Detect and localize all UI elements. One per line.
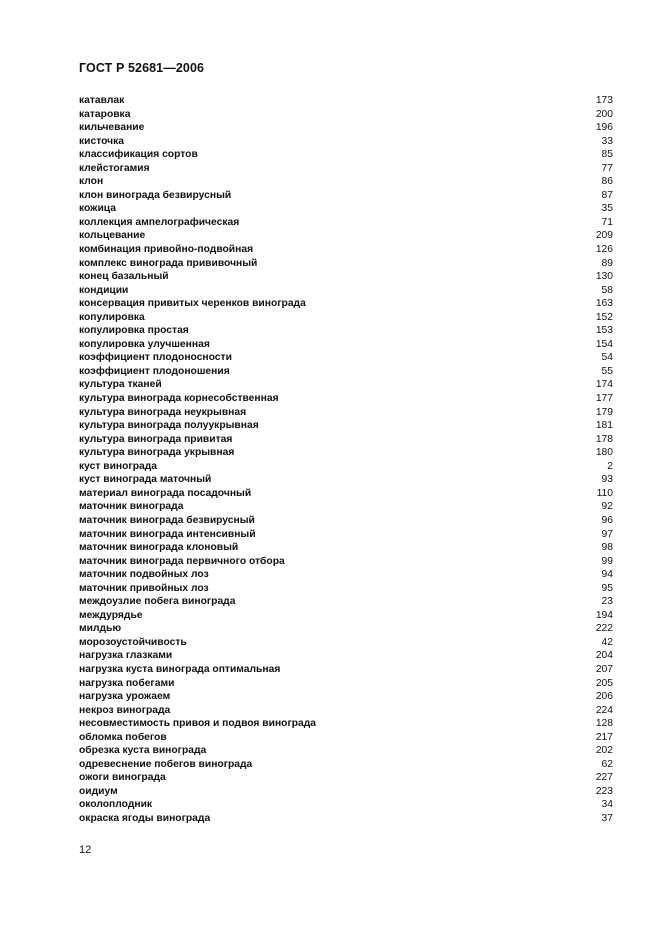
- index-page-ref: 55: [601, 365, 613, 377]
- index-page-ref: 205: [595, 677, 613, 689]
- index-entry: [79, 758, 613, 772]
- index-entry: [79, 297, 613, 311]
- index-page-ref: 181: [595, 420, 613, 432]
- index-entry: [79, 378, 613, 392]
- index-term: нагрузка побегами: [79, 677, 175, 689]
- index-entry: [79, 582, 613, 596]
- index-term: копулировка простая: [79, 325, 189, 337]
- index-term: нагрузка урожаем: [79, 691, 171, 703]
- index-entry: [79, 311, 613, 325]
- index-term: клейстогамия: [79, 162, 150, 174]
- index-page-ref: 130: [595, 271, 613, 283]
- index-page-ref: 99: [601, 555, 613, 567]
- index-entry: [79, 514, 613, 528]
- index-term: маточник винограда интенсивный: [79, 528, 256, 540]
- index-entry: [79, 202, 613, 216]
- index-page-ref: 217: [595, 731, 613, 743]
- index-page-ref: 227: [595, 772, 613, 784]
- index-page-ref: 95: [601, 582, 613, 594]
- index-entry: [79, 798, 613, 812]
- index-entry: [79, 609, 613, 623]
- index-term: клон: [79, 176, 104, 188]
- index-entry: [79, 338, 613, 352]
- index-term: маточник подвойных лоз: [79, 569, 209, 581]
- index-term: копулировка улучшенная: [79, 338, 210, 350]
- index-term: комплекс винограда прививочный: [79, 257, 258, 269]
- index-page-ref: 178: [595, 433, 613, 445]
- index-term: кольцевание: [79, 230, 146, 242]
- index-page-ref: 153: [595, 325, 613, 337]
- index-page-ref: 126: [595, 244, 613, 256]
- index-page-ref: 223: [595, 785, 613, 797]
- index-page-ref: 35: [601, 203, 613, 215]
- index-page-ref: 97: [601, 528, 613, 540]
- index-term: клон винограда безвирусный: [79, 189, 232, 201]
- index-page-ref: 89: [601, 257, 613, 269]
- index-term: консервация привитых черенков винограда: [79, 298, 306, 310]
- index-page-ref: 37: [601, 812, 613, 824]
- index-page-ref: 85: [601, 149, 613, 161]
- index-entry: [79, 324, 613, 338]
- index-page-ref: 34: [601, 799, 613, 811]
- index-page-ref: 180: [595, 447, 613, 459]
- index-entry: [79, 108, 613, 122]
- index-entry: [79, 257, 613, 271]
- index-term: обрезка куста винограда: [79, 745, 207, 757]
- index-page-ref: 196: [595, 122, 613, 134]
- index-page-ref: 202: [595, 745, 613, 757]
- index-page-ref: 96: [601, 514, 613, 526]
- index-term: катаровка: [79, 108, 131, 120]
- index-entry: [79, 243, 613, 257]
- index-entry: [79, 94, 613, 108]
- index-term: копулировка: [79, 311, 145, 323]
- index-page-ref: 163: [595, 298, 613, 310]
- index-term: культура винограда корнесобственная: [79, 393, 279, 405]
- index-page-ref: 93: [601, 474, 613, 486]
- index-entry: [79, 636, 613, 650]
- index-entry: [79, 717, 613, 731]
- index-entry: [79, 595, 613, 609]
- index-page-ref: 54: [601, 352, 613, 364]
- index-entry: [79, 189, 613, 203]
- index-entry: [79, 175, 613, 189]
- index-page-ref: 87: [601, 189, 613, 201]
- index-term: милдью: [79, 623, 122, 635]
- index-term: некроз винограда: [79, 704, 171, 716]
- index-term: комбинация привойно-подвойная: [79, 244, 254, 256]
- index-page-ref: 42: [601, 636, 613, 648]
- index-entry: [79, 162, 613, 176]
- index-page-ref: 62: [601, 758, 613, 770]
- index-entry: [79, 541, 613, 555]
- index-page-ref: 23: [601, 596, 613, 608]
- index-entry: [79, 460, 613, 474]
- index-entry: [79, 270, 613, 284]
- index-term: кожица: [79, 203, 116, 215]
- index-term: околоплодник: [79, 799, 153, 811]
- index-page-ref: 224: [595, 704, 613, 716]
- index-entry: [79, 487, 613, 501]
- index-entry: [79, 812, 613, 826]
- index-page-ref: 154: [595, 338, 613, 350]
- index-entry: [79, 121, 613, 135]
- index-entry: [79, 555, 613, 569]
- index-term: междоузлие побега винограда: [79, 596, 236, 608]
- index-entry: [79, 473, 613, 487]
- index-page-ref: 86: [601, 176, 613, 188]
- index-entry: [79, 148, 613, 162]
- index-term: ожоги винограда: [79, 772, 166, 784]
- index-term: маточник привойных лоз: [79, 582, 209, 594]
- index-term: культура тканей: [79, 379, 162, 391]
- index-entry: [79, 528, 613, 542]
- index-entry: [79, 284, 613, 298]
- index-term: конец базальный: [79, 271, 169, 283]
- index-page-ref: 173: [595, 95, 613, 106]
- index-page-ref: 207: [595, 663, 613, 675]
- index-term: междурядье: [79, 609, 143, 621]
- index-term: оидиум: [79, 785, 118, 797]
- index-entry: [79, 731, 613, 745]
- index-entry: [79, 433, 613, 447]
- index-entry: [79, 406, 613, 420]
- index-term: катавлак: [79, 95, 125, 106]
- index-term: коэффициент плодоносности: [79, 352, 232, 364]
- index-entry: [79, 500, 613, 514]
- index-term: культура винограда полуукрывная: [79, 420, 259, 432]
- index-entry: [79, 568, 613, 582]
- index-page-ref: 33: [601, 135, 613, 147]
- index-entry: [79, 704, 613, 718]
- index-entry: [79, 135, 613, 149]
- index-term: кильчевание: [79, 122, 145, 134]
- index-term: нагрузка куста винограда оптимальная: [79, 663, 281, 675]
- index-page-ref: 98: [601, 542, 613, 554]
- index-term: культура винограда привитая: [79, 433, 233, 445]
- index-entry: [79, 622, 613, 636]
- index-page-ref: 204: [595, 650, 613, 662]
- index-term: маточник винограда первичного отбора: [79, 555, 285, 567]
- index-page-ref: 2: [607, 460, 613, 472]
- index-page-ref: 174: [595, 379, 613, 391]
- index-page-ref: 209: [595, 230, 613, 242]
- index-page-ref: 71: [601, 216, 613, 228]
- term-index-list: [79, 94, 613, 826]
- index-term: маточник винограда: [79, 501, 184, 513]
- index-term: маточник винограда клоновый: [79, 542, 239, 554]
- index-term: обломка побегов: [79, 731, 167, 743]
- index-entry: [79, 690, 613, 704]
- index-term: окраска ягоды винограда: [79, 812, 211, 824]
- index-page-ref: 179: [595, 406, 613, 418]
- index-term: коэффициент плодоношения: [79, 365, 230, 377]
- index-term: классификация сортов: [79, 149, 198, 161]
- index-entry: [79, 419, 613, 433]
- index-entry: [79, 216, 613, 230]
- index-page-ref: 92: [601, 501, 613, 513]
- index-term: материал винограда посадочный: [79, 487, 252, 499]
- index-page-ref: 200: [595, 108, 613, 120]
- index-page-ref: 58: [601, 284, 613, 296]
- index-page-ref: 128: [595, 718, 613, 730]
- index-term: коллекция ампелографическая: [79, 216, 240, 228]
- index-term: культура винограда неукрывная: [79, 406, 247, 418]
- index-entry: [79, 677, 613, 691]
- index-page-ref: 206: [595, 691, 613, 703]
- index-term: куст винограда: [79, 460, 157, 472]
- index-page-ref: 152: [595, 311, 613, 323]
- index-term: куст винограда маточный: [79, 474, 212, 486]
- document-header: ГОСТ Р 52681—2006: [79, 61, 205, 75]
- index-term: морозоустойчивость: [79, 636, 187, 648]
- index-entry: [79, 649, 613, 663]
- index-term: маточник винограда безвирусный: [79, 514, 255, 526]
- index-entry: [79, 351, 613, 365]
- index-entry: [79, 663, 613, 677]
- index-term: несовместимость привоя и подвоя винограда: [79, 718, 317, 730]
- index-page-ref: 94: [601, 569, 613, 581]
- index-term: кисточка: [79, 135, 125, 147]
- index-entry: [79, 392, 613, 406]
- index-entry: [79, 771, 613, 785]
- index-page-ref: 110: [596, 487, 613, 499]
- index-term: кондиции: [79, 284, 129, 296]
- page-number: 12: [79, 844, 92, 856]
- index-term: одревеснение побегов винограда: [79, 758, 253, 770]
- index-page-ref: 177: [595, 393, 613, 405]
- index-entry: [79, 229, 613, 243]
- index-term: нагрузка глазками: [79, 650, 173, 662]
- index-page-ref: 77: [601, 162, 613, 174]
- index-term: культура винограда укрывная: [79, 447, 235, 459]
- index-page-ref: 222: [595, 623, 613, 635]
- index-entry: [79, 446, 613, 460]
- index-page-ref: 194: [595, 609, 613, 621]
- index-entry: [79, 785, 613, 799]
- index-entry: [79, 744, 613, 758]
- index-entry: [79, 365, 613, 379]
